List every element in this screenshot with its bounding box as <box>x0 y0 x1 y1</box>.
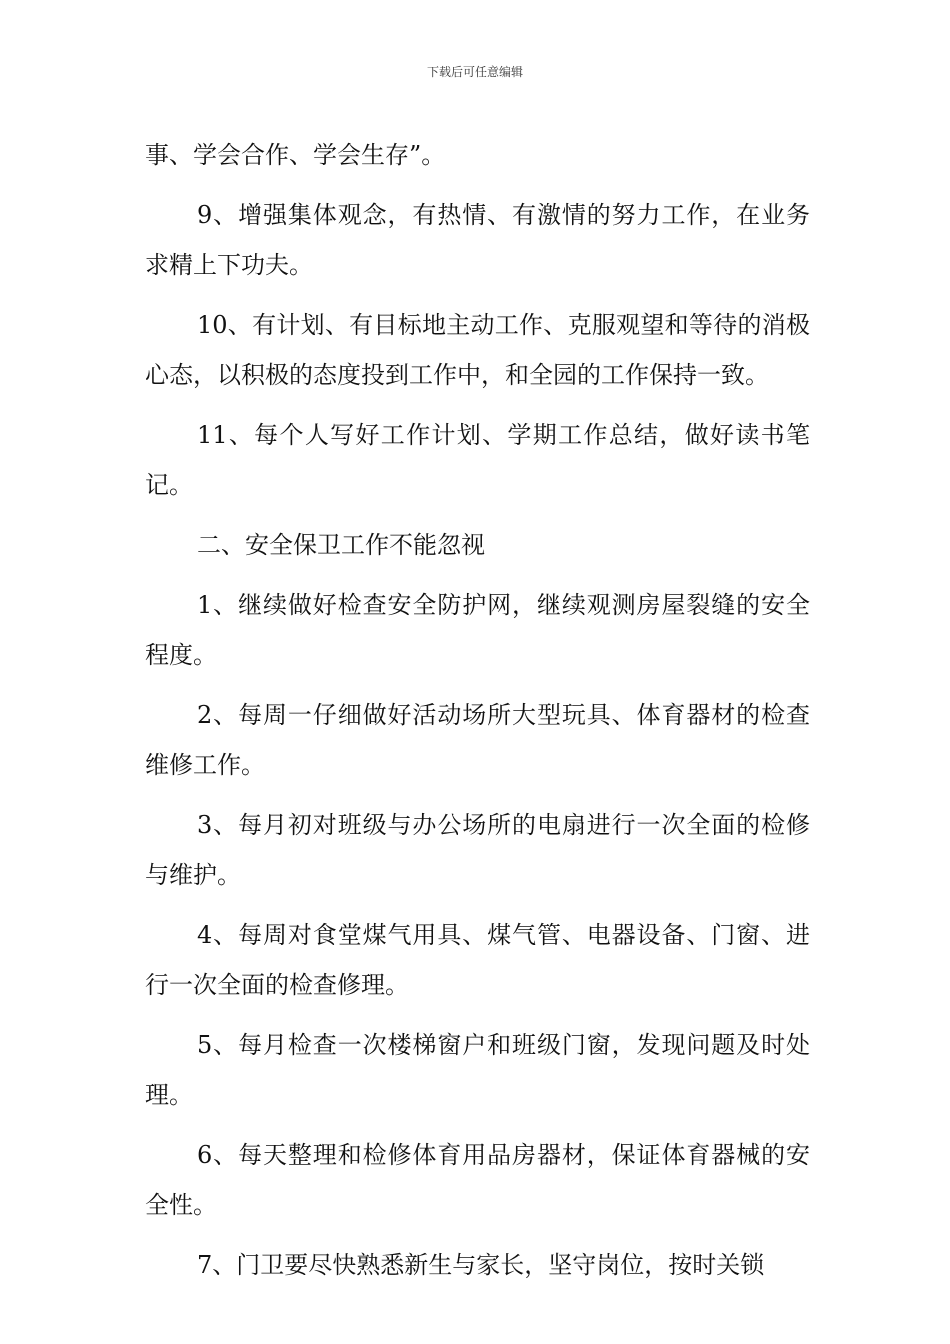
paragraph-12: 7、门卫要尽快熟悉新生与家长，坚守岗位，按时关锁 <box>197 1251 765 1279</box>
section-heading: 二、安全保卫工作不能忽视 <box>197 531 485 559</box>
paragraph-7: 2、每周一仔细做好活动场所大型玩具、体育器材的检查维修工作。 <box>145 701 810 779</box>
page-header: 下载后可任意编辑 <box>426 65 523 79</box>
paragraph-9: 4、每周对食堂煤气用具、煤气管、电器设备、门窗、进行一次全面的检查修理。 <box>145 921 810 999</box>
paragraph-6: 1、继续做好检查安全防护网，继续观测房屋裂缝的安全程度。 <box>145 591 810 669</box>
paragraph-11: 6、每天整理和检修体育用品房器材，保证体育器械的安全性。 <box>145 1141 810 1219</box>
document-body <box>145 130 810 1300</box>
paragraph-10: 5、每月检查一次楼梯窗户和班级门窗，发现问题及时处理。 <box>145 1031 810 1109</box>
paragraph-1: 事、学会合作、学会生存”。 <box>145 141 446 169</box>
paragraph-2: 9、增强集体观念，有热情、有激情的努力工作，在业务求精上下功夫。 <box>145 201 810 279</box>
paragraph-4: 11、每个人写好工作计划、学期工作总结，做好读书笔记。 <box>145 421 810 499</box>
paragraph-8: 3、每月初对班级与办公场所的电扇进行一次全面的检修与维护。 <box>145 811 810 889</box>
paragraph-3: 10、有计划、有目标地主动工作、克服观望和等待的消极心态，以积极的态度投到工作中，和全园的工作保持一致。 <box>145 311 810 389</box>
